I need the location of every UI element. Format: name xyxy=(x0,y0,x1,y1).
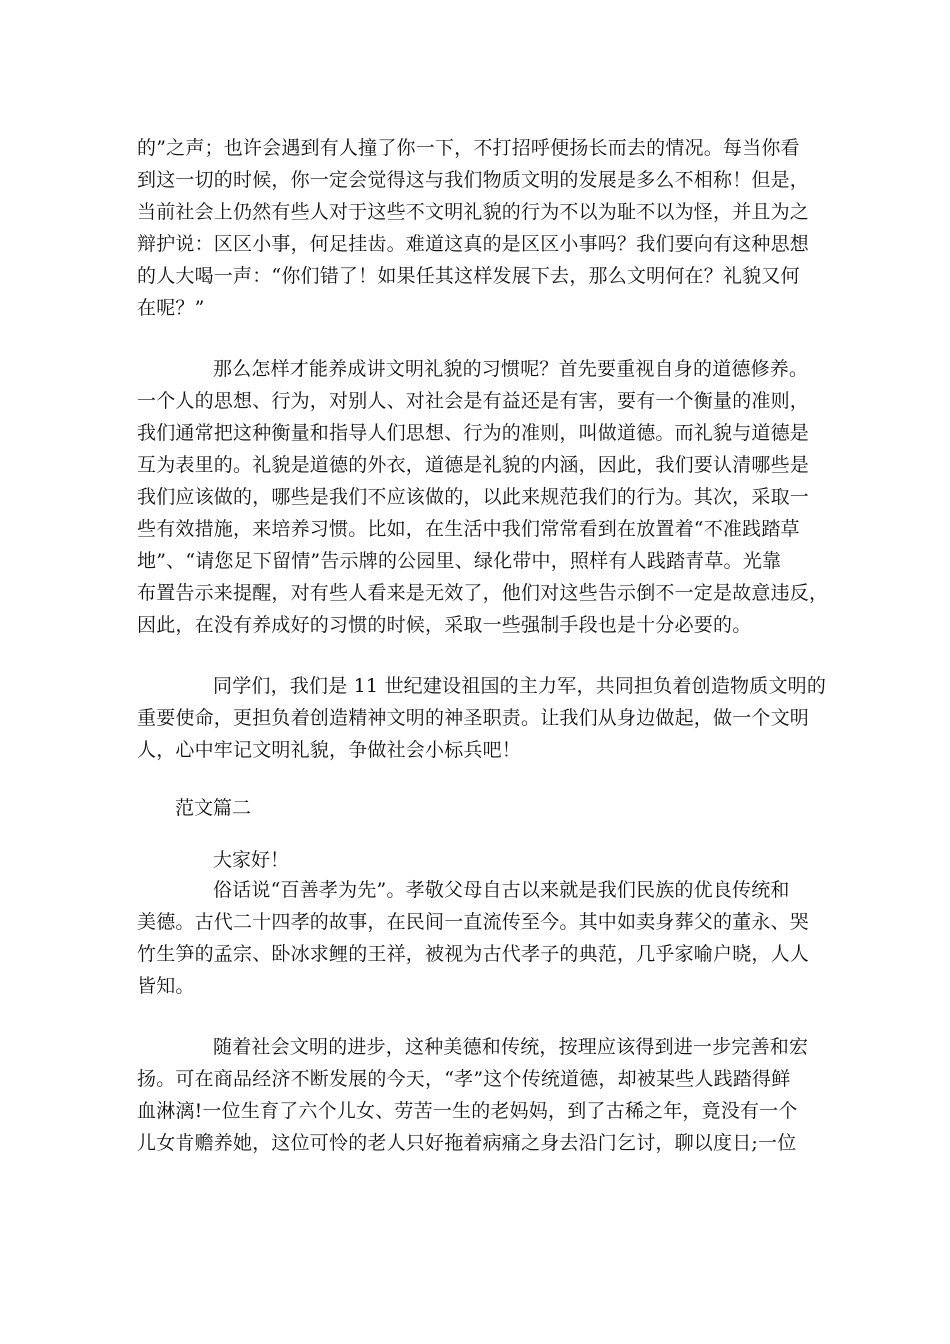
section-heading: 范文篇二 xyxy=(175,797,252,819)
paragraph-line: 一个人的思想、行为，对别人、对社会是有益还是有害，要有一个衡量的准则， xyxy=(137,390,810,412)
paragraph-line: 扬。可在商品经济不断发展的今天，“孝”这个传统道德，却被某些人践踏得鲜 xyxy=(137,1068,791,1090)
paragraph-line: 美德。古代二十四孝的故事，在民间一直流传至今。其中如卖身葬父的董永、哭 xyxy=(137,911,810,933)
paragraph-line: 我们应该做的，哪些是我们不应该做的，以此来规范我们的行为。其次，采取一 xyxy=(137,486,810,508)
paragraph-line: 因此，在没有养成好的习惯的时候，采取一些强制手段也是十分必要的。 xyxy=(137,614,752,636)
paragraph-line: 血淋漓!一位生育了六个儿女、劳苦一生的老妈妈，到了古稀之年，竟没有一个 xyxy=(137,1100,798,1122)
paragraph-line: 重要使命，更担负着创造精神文明的神圣职责。让我们从身边做起，做一个文明 xyxy=(137,707,810,729)
paragraph-line: 我们通常把这种衡量和指导人们思想、行为的准则，叫做道德。而礼貌与道德是 xyxy=(137,422,810,444)
paragraph-line: 互为表里的。礼貌是道德的外衣，道德是礼貌的内涵，因此，我们要认清哪些是 xyxy=(137,454,810,476)
paragraph-line: 皆知。 xyxy=(137,975,195,997)
paragraph-4 xyxy=(137,874,817,1002)
paragraph-line: 儿女肯赡养她，这位可怜的老人只好拖着病痛之身去沿门乞讨，聊以度日;一位 xyxy=(137,1132,797,1154)
paragraph-line: 的人大喝一声：“你们错了！如果任其这样发展下去，那么文明何在？礼貌又何 xyxy=(137,265,800,287)
paragraph-line: 竹生笋的孟宗、卧冰求鲤的王祥，被视为古代孝子的典范，几乎家喻户晓，人人 xyxy=(137,943,810,965)
paragraph-line: 到这一切的时候，你一定会觉得这与我们物质文明的发展是多么不相称！但是， xyxy=(137,169,810,191)
paragraph-5 xyxy=(137,1031,817,1159)
paragraph-line: 布置告示来提醒，对有些人看来是无效了，他们对这些告示倒不一定是故意违反， xyxy=(137,582,829,604)
paragraph-1 xyxy=(137,132,817,324)
paragraph-line: 些有效措施，来培养习惯。比如，在生活中我们常常看到在放置着“不准践踏草 xyxy=(137,518,800,540)
paragraph-line: 的”之声；也许会遇到有人撞了你一下，不打招呼便扬长而去的情况。每当你看 xyxy=(137,137,800,159)
paragraph-line: 地”、“请您足下留情”告示牌的公园里、绿化带中，照样有人践踏青草。光靠 xyxy=(137,550,782,572)
paragraph-2 xyxy=(137,353,829,641)
paragraph-line: 俗话说“百善孝为先”。孝敬父母自古以来就是我们民族的优良传统和 xyxy=(213,879,790,901)
paragraph-line: 随着社会文明的进步，这种美德和传统，按理应该得到进一步完善和宏 xyxy=(213,1036,809,1058)
paragraph-line: 同学们，我们是 11 世纪建设祖国的主力军，共同担负着创造物质文明的 xyxy=(213,675,827,697)
paragraph-line: 人，心中牢记文明礼貌，争做社会小标兵吧！ xyxy=(137,739,522,761)
paragraph-3 xyxy=(137,670,827,766)
greeting: 大家好！ xyxy=(213,849,290,871)
paragraph-line: 辩护说：区区小事，何足挂齿。难道这真的是区区小事吗？我们要向有这种思想 xyxy=(137,233,810,255)
paragraph-line: 在呢？” xyxy=(137,297,205,319)
paragraph-line: 那么怎样才能养成讲文明礼貌的习惯呢？首先要重视自身的道德修养。 xyxy=(213,358,809,380)
paragraph-line: 当前社会上仍然有些人对于这些不文明礼貌的行为不以为耻不以为怪，并且为之 xyxy=(137,201,810,223)
